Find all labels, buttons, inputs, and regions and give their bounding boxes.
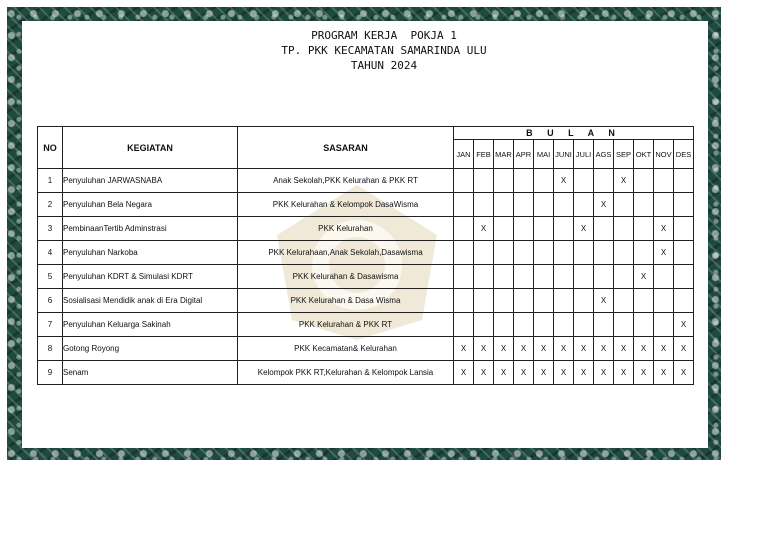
header-sasaran: SASARAN xyxy=(238,127,454,169)
table-row xyxy=(38,217,694,241)
month-mark-mai: X xyxy=(534,337,554,361)
month-mark-apr xyxy=(514,193,534,217)
month-mark-juli xyxy=(574,313,594,337)
month-mark-juli xyxy=(574,169,594,193)
header-kegiatan: KEGIATAN xyxy=(63,127,238,169)
table-row xyxy=(38,265,694,289)
month-mark-feb: X xyxy=(474,217,494,241)
kegiatan-cell: Penyuluhan Bela Negara xyxy=(63,193,238,217)
title-line-2: TP. PKK KECAMATAN SAMARINDA ULU xyxy=(281,44,487,57)
month-mark-mai xyxy=(534,289,554,313)
month-mark-jan xyxy=(454,265,474,289)
month-mark-sep: X xyxy=(614,337,634,361)
month-mark-mai xyxy=(534,313,554,337)
month-mark-mar xyxy=(494,265,514,289)
month-mark-jan xyxy=(454,193,474,217)
month-mark-juni xyxy=(554,193,574,217)
month-mark-feb xyxy=(474,313,494,337)
month-mark-juni: X xyxy=(554,337,574,361)
month-mark-mar: X xyxy=(494,337,514,361)
month-mark-sep: X xyxy=(614,361,634,385)
month-mark-nov xyxy=(654,289,674,313)
month-mark-okt xyxy=(634,289,654,313)
month-mark-des xyxy=(674,289,694,313)
month-mark-okt: X xyxy=(634,337,654,361)
month-mark-jan xyxy=(454,241,474,265)
month-mark-nov xyxy=(654,313,674,337)
month-mark-mai xyxy=(534,217,554,241)
month-mark-ags: X xyxy=(594,289,614,313)
table-body xyxy=(38,169,694,385)
month-mark-jan xyxy=(454,289,474,313)
month-mark-mar xyxy=(494,169,514,193)
month-mark-mai: X xyxy=(534,361,554,385)
month-mark-juli xyxy=(574,241,594,265)
sasaran-cell: PKK Kelurahan & PKK RT xyxy=(238,313,454,337)
month-header-juni: JUNI xyxy=(554,140,574,169)
month-mark-mai xyxy=(534,193,554,217)
month-mark-apr: X xyxy=(514,337,534,361)
month-mark-mar xyxy=(494,241,514,265)
month-mark-nov: X xyxy=(654,337,674,361)
month-mark-juli: X xyxy=(574,337,594,361)
sasaran-cell: PKK Kelurahan & Kelompok DasaWisma xyxy=(238,193,454,217)
month-mark-jan xyxy=(454,217,474,241)
month-mark-sep xyxy=(614,217,634,241)
month-mark-ags: X xyxy=(594,193,614,217)
month-mark-ags xyxy=(594,241,614,265)
month-mark-apr xyxy=(514,241,534,265)
title-line-1: PROGRAM KERJA POKJA 1 xyxy=(311,29,457,42)
row-number: 9 xyxy=(38,361,63,385)
month-mark-sep: X xyxy=(614,169,634,193)
table-row xyxy=(38,169,694,193)
kegiatan-cell: Penyuluhan Keluarga Sakinah xyxy=(63,313,238,337)
kegiatan-cell: Senam xyxy=(63,361,238,385)
month-mark-ags: X xyxy=(594,337,614,361)
sasaran-cell: PKK Kelurahan xyxy=(238,217,454,241)
month-header-mai: MAI xyxy=(534,140,554,169)
month-mark-juni xyxy=(554,241,574,265)
month-header-des: DES xyxy=(674,140,694,169)
month-mark-sep xyxy=(614,241,634,265)
month-mark-feb xyxy=(474,241,494,265)
month-mark-nov xyxy=(654,265,674,289)
month-mark-juni xyxy=(554,217,574,241)
row-number: 7 xyxy=(38,313,63,337)
month-mark-des xyxy=(674,169,694,193)
sasaran-cell: Kelompok PKK RT,Kelurahan & Kelompok Lansia xyxy=(238,361,454,385)
month-mark-des: X xyxy=(674,337,694,361)
row-number: 6 xyxy=(38,289,63,313)
month-mark-mar xyxy=(494,289,514,313)
sasaran-cell: PKK Kelurahan & Dasawisma xyxy=(238,265,454,289)
month-mark-juni xyxy=(554,313,574,337)
month-header-nov: NOV xyxy=(654,140,674,169)
month-mark-des xyxy=(674,265,694,289)
month-mark-mai xyxy=(534,169,554,193)
month-mark-des: X xyxy=(674,313,694,337)
month-mark-juli: X xyxy=(574,361,594,385)
month-mark-mar xyxy=(494,313,514,337)
kegiatan-cell: Penyuluhan JARWASNABA xyxy=(63,169,238,193)
row-number: 5 xyxy=(38,265,63,289)
kegiatan-cell: Gotong Royong xyxy=(63,337,238,361)
month-mark-okt xyxy=(634,169,654,193)
month-mark-ags: X xyxy=(594,361,614,385)
row-number: 4 xyxy=(38,241,63,265)
month-header-okt: OKT xyxy=(634,140,654,169)
month-mark-juni xyxy=(554,265,574,289)
month-mark-nov: X xyxy=(654,217,674,241)
row-number: 8 xyxy=(38,337,63,361)
month-header-ags: AGS xyxy=(594,140,614,169)
month-mark-feb xyxy=(474,265,494,289)
month-mark-juni: X xyxy=(554,169,574,193)
month-mark-okt xyxy=(634,241,654,265)
month-mark-des xyxy=(674,241,694,265)
month-mark-sep xyxy=(614,193,634,217)
sasaran-cell: PKK Kecamatan& Kelurahan xyxy=(238,337,454,361)
month-header-feb: FEB xyxy=(474,140,494,169)
month-mark-juli xyxy=(574,289,594,313)
month-mark-mai xyxy=(534,241,554,265)
month-mark-sep xyxy=(614,289,634,313)
month-mark-juli xyxy=(574,265,594,289)
month-mark-apr xyxy=(514,169,534,193)
month-mark-mai xyxy=(534,265,554,289)
month-mark-mar xyxy=(494,193,514,217)
month-mark-juli xyxy=(574,193,594,217)
month-header-juli: JULI xyxy=(574,140,594,169)
month-mark-mar: X xyxy=(494,361,514,385)
sasaran-cell: Anak Sekolah,PKK Kelurahan & PKK RT xyxy=(238,169,454,193)
month-mark-nov: X xyxy=(654,241,674,265)
month-mark-apr xyxy=(514,289,534,313)
sasaran-cell: PKK Kelurahaan,Anak Sekolah,Dasawisma xyxy=(238,241,454,265)
month-header-sep: SEP xyxy=(614,140,634,169)
month-header-jan: JAN xyxy=(454,140,474,169)
month-mark-okt: X xyxy=(634,265,654,289)
sasaran-cell: PKK Kelurahan & Dasa Wisma xyxy=(238,289,454,313)
month-header-mar: MAR xyxy=(494,140,514,169)
month-mark-mar xyxy=(494,217,514,241)
month-mark-okt xyxy=(634,313,654,337)
table-row xyxy=(38,289,694,313)
month-mark-apr xyxy=(514,217,534,241)
month-mark-juli: X xyxy=(574,217,594,241)
row-number: 2 xyxy=(38,193,63,217)
row-number: 3 xyxy=(38,217,63,241)
month-header-apr: APR xyxy=(514,140,534,169)
month-mark-ags xyxy=(594,217,614,241)
month-mark-okt xyxy=(634,217,654,241)
title-line-3: TAHUN 2024 xyxy=(350,59,418,72)
table-row xyxy=(38,241,694,265)
month-mark-ags xyxy=(594,313,614,337)
kegiatan-cell: Penyuluhan KDRT & Simulasi KDRT xyxy=(63,265,238,289)
table-row xyxy=(38,361,694,385)
month-mark-nov xyxy=(654,193,674,217)
month-mark-sep xyxy=(614,265,634,289)
program-table xyxy=(37,126,694,385)
month-mark-nov xyxy=(654,169,674,193)
header-bulan: B U L A N xyxy=(454,127,694,140)
kegiatan-cell: Sosialisasi Mendidik anak di Era Digital xyxy=(63,289,238,313)
month-mark-jan: X xyxy=(454,337,474,361)
month-mark-feb: X xyxy=(474,361,494,385)
table-row xyxy=(38,313,694,337)
kegiatan-cell: Penyuluhan Narkoba xyxy=(63,241,238,265)
header-no: NO xyxy=(38,127,63,169)
month-mark-juni xyxy=(554,289,574,313)
month-mark-sep xyxy=(614,313,634,337)
month-mark-jan xyxy=(454,313,474,337)
month-mark-ags xyxy=(594,265,614,289)
table-row xyxy=(38,193,694,217)
month-mark-des xyxy=(674,193,694,217)
month-mark-jan xyxy=(454,169,474,193)
month-mark-feb xyxy=(474,169,494,193)
month-mark-feb xyxy=(474,289,494,313)
month-mark-juni: X xyxy=(554,361,574,385)
month-mark-apr xyxy=(514,313,534,337)
month-mark-ags xyxy=(594,169,614,193)
month-mark-feb xyxy=(474,193,494,217)
month-mark-apr: X xyxy=(514,361,534,385)
month-mark-apr xyxy=(514,265,534,289)
month-mark-des: X xyxy=(674,361,694,385)
month-mark-feb: X xyxy=(474,337,494,361)
kegiatan-cell: PembinaanTertib Adminstrasi xyxy=(63,217,238,241)
table-row xyxy=(38,337,694,361)
month-mark-okt xyxy=(634,193,654,217)
document-title xyxy=(0,28,768,73)
row-number: 1 xyxy=(38,169,63,193)
month-mark-nov: X xyxy=(654,361,674,385)
month-mark-okt: X xyxy=(634,361,654,385)
month-mark-des xyxy=(674,217,694,241)
month-mark-jan: X xyxy=(454,361,474,385)
